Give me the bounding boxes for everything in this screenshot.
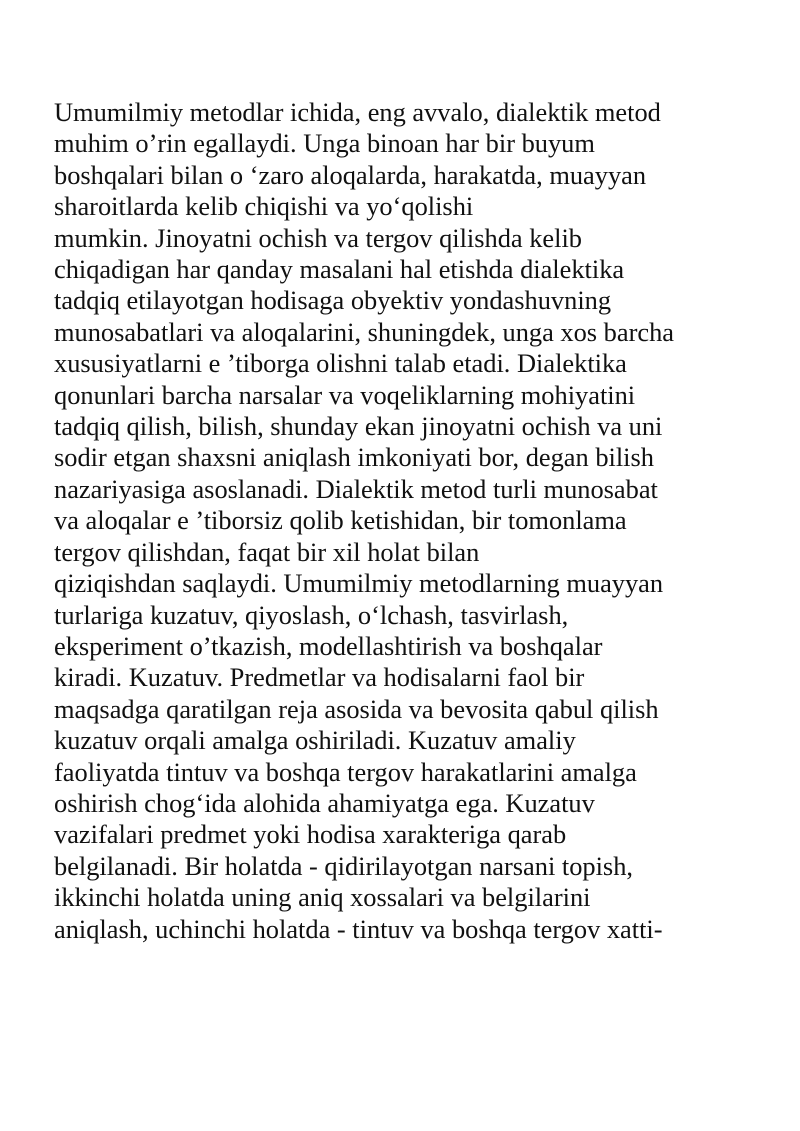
text-line: eksperiment o’tkazish, modellashtirish va boshqalar xyxy=(54,630,603,661)
text-line: aniqlash, uchinchi holatda - tintuv va boshqa tergov xatti- xyxy=(54,913,663,944)
text-line: munosabatlari va aloqalarini, shuningdek, unga xos barcha xyxy=(54,316,674,347)
text-line: xususiyatlarni e ’tiborga olishni talab etadi. Dialektika xyxy=(54,348,627,379)
text-line: faoliyatda tintuv va boshqa tergov harakatlarini amalga xyxy=(54,756,637,787)
text-line: oshirish chog‘ida alohida ahamiyatga ega. Kuzatuv xyxy=(54,787,595,818)
text-line: mumkin. Jinoyatni ochish va tergov qilishda kelib xyxy=(54,222,583,253)
text-line: tergov qilishdan, faqat bir xil holat bilan xyxy=(54,536,480,567)
text-line: ikkinchi holatda uning aniq xossalari va belgilarini xyxy=(54,882,591,913)
text-line: sodir etgan shaxsni aniqlash imkoniyati bor, degan bilish xyxy=(54,442,654,473)
text-line: qiziqishdan saqlaydi. Umumilmiy metodlarning muayyan xyxy=(54,568,664,599)
text-line: maqsadga qaratilgan reja asosida va bevosita qabul qilish xyxy=(54,693,659,724)
text-line: Umumilmiy metodlar ichida, eng avvalo, dialektik metod xyxy=(54,97,661,127)
text-line: tadqiq qilish, bilish, shunday ekan jinoyatni ochish va uni xyxy=(54,411,663,442)
text-line: turlariga kuzatuv, qiyoslash, o‘lchash, tasvirlash, xyxy=(54,599,569,630)
text-line: vazifalari predmet yoki hodisa xarakteriga qarab xyxy=(54,819,567,850)
text-line: chiqadigan har qanday masalani hal etishda dialektika xyxy=(54,254,625,285)
text-line: kiradi. Kuzatuv. Predmetlar va hodisalarni faol bir xyxy=(54,662,585,693)
text-line: kuzatuv orqali amalga oshiriladi. Kuzatuv amaliy xyxy=(54,725,576,756)
text-line: va aloqalar e ’tiborsiz qolib ketishidan, bir tomonlama xyxy=(54,505,627,536)
text-line: sharoitlarda kelib chiqishi va yo‘qolishi xyxy=(54,191,474,222)
text-line: qonunlari barcha narsalar va voqeliklarning mohiyatini xyxy=(54,379,636,410)
body-text xyxy=(54,97,754,945)
text-line: boshqalari bilan o ‘zaro aloqalarda, harakatda, muayyan xyxy=(54,159,647,190)
text-line: muhim o’rin egallaydi. Unga binoan har bir buyum xyxy=(54,128,595,159)
text-line: nazariyasiga asoslanadi. Dialektik metod turli munosabat xyxy=(54,473,658,504)
text-line: belgilanadi. Bir holatda - qidirilayotgan narsani topish, xyxy=(54,850,633,881)
text-line: tadqiq etilayotgan hodisaga obyektiv yondashuvning xyxy=(54,285,612,316)
